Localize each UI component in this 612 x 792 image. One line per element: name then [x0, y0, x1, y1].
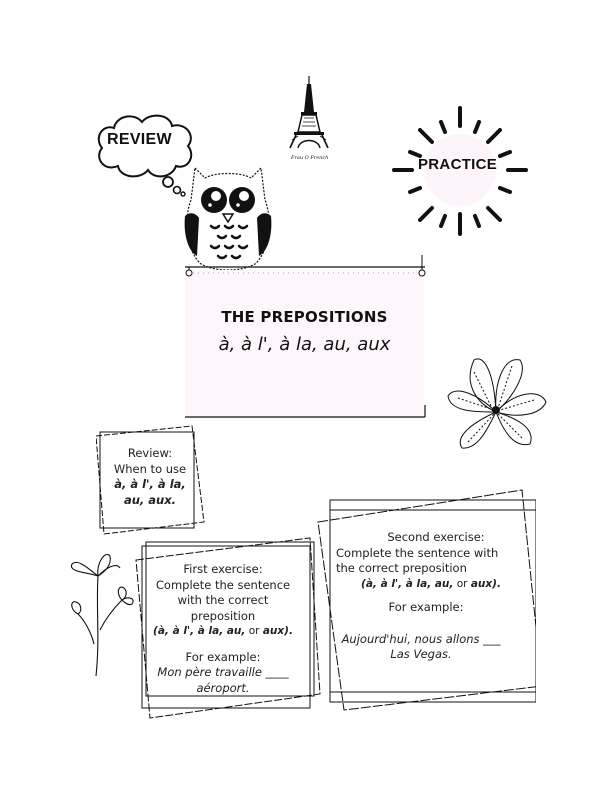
- review-card-line3: à, à l', à la,: [114, 477, 186, 491]
- second-exercise-line2: the correct preposition: [336, 561, 467, 575]
- second-exercise-example-label: For example:: [388, 600, 464, 614]
- branch-flower-illustration: [66, 548, 136, 678]
- title-subtitle: à, à l', à la, au, aux: [218, 334, 391, 355]
- sunburst-icon: [390, 104, 530, 244]
- first-exercise-example-label: For example:: [185, 649, 261, 664]
- practice-label: PRACTICE: [418, 156, 498, 173]
- second-exercise-text: [336, 530, 506, 663]
- review-card-text: [100, 446, 200, 508]
- first-exercise-heading: First exercise:: [183, 562, 263, 576]
- first-exercise-options: (à, à l', à la, au, or aux).: [153, 625, 293, 637]
- eiffel-tower-icon: [286, 76, 332, 156]
- first-exercise-text: [148, 562, 298, 696]
- review-card-line2: When to use: [113, 461, 187, 476]
- branch-icon: [66, 548, 136, 678]
- review-card-line1: Review:: [127, 446, 173, 460]
- first-exercise-line3: preposition: [190, 608, 256, 623]
- review-label: REVIEW: [107, 131, 172, 148]
- first-exercise-example-line2: aéroport.: [196, 680, 250, 695]
- flower-icon: [444, 352, 549, 452]
- first-exercise-example-line1: Mon père travaille ____: [157, 665, 289, 679]
- second-exercise-options: (à, à l', à la, au, or aux).: [361, 577, 501, 590]
- first-exercise-line1: Complete the sentence: [155, 577, 291, 592]
- second-exercise-example-line2: Las Vegas.: [390, 647, 452, 661]
- title-card-frame: [181, 255, 431, 425]
- second-exercise-line1: Complete the sentence with: [336, 545, 499, 560]
- eiffel-tower-logo: [286, 76, 332, 156]
- eiffel-caption: Frau O French: [291, 155, 329, 161]
- lily-flower-illustration: [444, 352, 549, 452]
- first-exercise-line2: with the correct: [177, 593, 269, 607]
- practice-sunburst: [390, 104, 530, 244]
- review-card-line4: au, aux.: [123, 492, 177, 507]
- second-exercise-heading: Second exercise:: [387, 530, 485, 544]
- title-heading: THE PREPOSITIONS: [221, 308, 388, 326]
- second-exercise-example-line1: Aujourd'hui, nous allons ___: [341, 631, 501, 646]
